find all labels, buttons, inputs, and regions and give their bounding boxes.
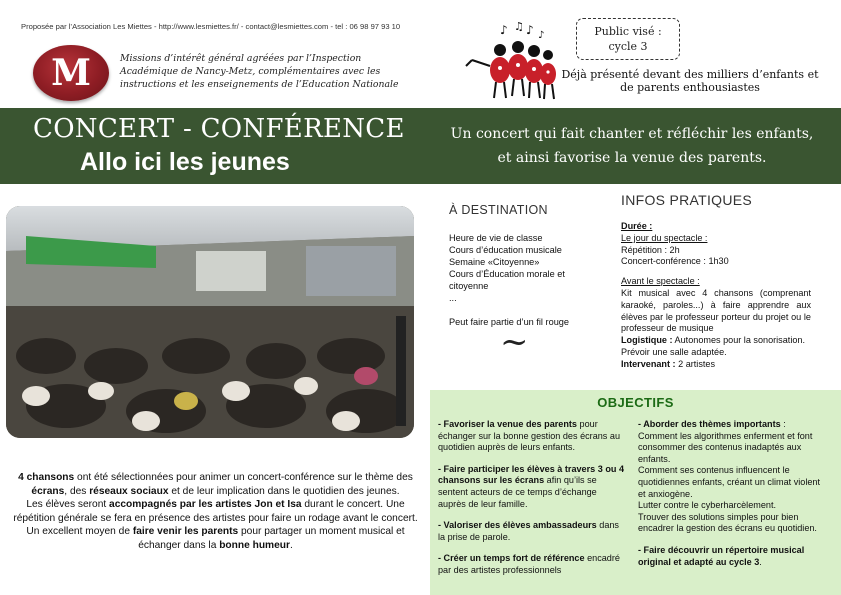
objectif-item xyxy=(438,553,626,576)
desc-artists: accompagnés par les artistes Jon et Isa xyxy=(109,499,302,510)
theme-line: Trouver des solutions simples pour bien encadrer la gestion des écrans eu quotidien. xyxy=(638,511,817,534)
description-paragraph-3 xyxy=(8,525,423,552)
concert-photo-illustration xyxy=(6,206,414,438)
tagline-line-2: et ainsi favorise la venue des parents. xyxy=(497,150,767,166)
infos-title: INFOS PRATIQUES xyxy=(621,192,753,208)
objectifs-left-column xyxy=(438,419,626,587)
objectif-text: encadré par des artistes professionnels xyxy=(438,553,620,575)
desc-text-6: Un excellent moyen de xyxy=(26,526,133,537)
destination-item: Cours d’Éducation morale et citoyenne xyxy=(449,269,565,291)
public-label: Public visé : xyxy=(594,25,662,38)
repertoire-line xyxy=(638,545,822,568)
missions-text: Missions d’intérêt général agréées par l’Inspection Académique de Nancy-Metz, complémentaires avec les instructions et les enseignements de l’Education Nationale xyxy=(120,53,399,90)
desc-text-5: durant le concert. Une répétition générale se fera en présence des artistes pour faire un rodage avant le concert. xyxy=(13,499,418,524)
repetition-value: Répétition : 2h xyxy=(621,244,680,255)
logistique-text: Autonomes pour la sonorisation. Prévoir une salle adaptée. xyxy=(621,335,805,357)
destination-item: Semaine «Citoyenne» xyxy=(449,257,540,267)
avant-text: Kit musical avec 4 chansons (comprenant karaoké, paroles...) à faire apprendre aux élèves par le professeur porteur du projet ou le professeur de musique xyxy=(621,287,811,334)
objectif-text: dans la prise de parole. xyxy=(438,520,619,542)
repertoire-tail: . xyxy=(759,556,762,567)
tagline xyxy=(436,122,828,170)
desc-text-2: , des xyxy=(64,485,90,497)
tagline-line-1: Un concert qui fait chanter et réfléchir les enfants, xyxy=(450,126,814,142)
destination-item: Cours d’éducation musicale xyxy=(449,245,562,255)
avant-label: Avant le spectacle : xyxy=(621,276,700,287)
objectif-head: - Valoriser des élèves ambassadeurs xyxy=(438,520,597,531)
contact-line: Proposée par l’Association Les Miettes - http://www.lesmiettes.fr/ - contact@lesmiettes.com - tel : 06 98 97 93 10 xyxy=(21,22,401,31)
themes-head-line xyxy=(638,419,822,431)
target-audience-box xyxy=(576,18,680,60)
objectif-item xyxy=(438,419,626,454)
svg-text:♪: ♪ xyxy=(500,23,508,37)
destination-note: Peut faire partie d’un fil rouge xyxy=(449,317,570,327)
objectif-head: - Faire participer les élèves à travers 3 ou 4 chansons sur les écrans xyxy=(438,463,625,486)
svg-text:♫: ♫ xyxy=(514,20,524,33)
objectif-item xyxy=(438,464,626,510)
desc-songs: 4 chansons xyxy=(18,472,75,483)
concert-photo xyxy=(6,206,414,438)
themes-head: - Aborder des thèmes importants xyxy=(638,419,781,429)
show-subtitle: Allo ici les jeunes xyxy=(80,148,290,176)
logo-letter: M xyxy=(51,52,91,94)
repertoire-head: - Faire découvrir un répertoire musical original et adapté au cycle 3 xyxy=(638,544,805,567)
desc-text-8: . xyxy=(289,539,293,551)
objectif-head: - Créer un temps fort de référence xyxy=(438,553,585,564)
objectifs-right-column xyxy=(638,419,822,568)
singers-illustration xyxy=(462,20,562,104)
duree-label: Durée : xyxy=(621,221,653,231)
description-paragraph-2 xyxy=(8,498,423,525)
desc-text-7: pour partager un moment musical et échanger dans la xyxy=(138,526,405,551)
objectif-item xyxy=(438,520,626,543)
logistique-label: Logistique : xyxy=(621,335,673,346)
infos-body xyxy=(621,221,811,371)
tilde-ornament: ~ xyxy=(500,322,529,362)
svg-text:♪: ♪ xyxy=(538,30,545,41)
svg-text:♪: ♪ xyxy=(526,23,534,37)
desc-text-1: ont été sélectionnées pour animer un concert-conférence sur le thème des xyxy=(74,472,413,483)
destination-title: À DESTINATION xyxy=(449,203,548,217)
already-presented-text: Déjà présenté devant des milliers d’enfants et de parents enthousiastes xyxy=(561,68,819,94)
destination-list xyxy=(449,232,599,328)
theme-line: Comment les algorithmes enferment et font consommer des contenus inadaptés aux enfants. xyxy=(638,430,813,464)
desc-text-4: Les élèves seront xyxy=(26,499,110,510)
concert-description xyxy=(8,471,423,552)
desc-social: réseaux sociaux xyxy=(89,485,169,497)
themes-head-tail: : xyxy=(780,419,786,429)
objectif-text: afin qu’ils se sentent acteurs de ce temps d’échange auprès de leur famille. xyxy=(438,475,597,509)
destination-item: ... xyxy=(449,293,457,303)
objectif-text: pour échanger sur la bonne gestion des écrans au quotidien auprès de leurs enfants. xyxy=(438,419,620,453)
objectif-head: - Favoriser la venue des parents xyxy=(438,419,577,429)
association-logo xyxy=(33,45,109,101)
description-paragraph-1 xyxy=(8,471,423,498)
theme-line: Comment ses contenus influencent le quotidiennes enfants, créant un climat violent et anxiogène. xyxy=(638,465,820,499)
main-title: CONCERT - CONFÉRENCE xyxy=(33,114,405,144)
destination-item: Heure de vie de classe xyxy=(449,233,543,243)
intervenant-text: 2 artistes xyxy=(675,358,715,369)
desc-screens: écrans xyxy=(31,485,65,497)
desc-parents: faire venir les parents xyxy=(132,526,239,537)
public-value: cycle 3 xyxy=(608,40,648,53)
objectifs-title: OBJECTIFS xyxy=(597,395,674,410)
concert-value: Concert-conférence : 1h30 xyxy=(621,256,729,267)
desc-humour: bonne humeur xyxy=(219,539,290,551)
logistique-line xyxy=(621,335,811,359)
desc-text-3: et de leur implication dans le quotidien des jeunes. xyxy=(168,485,400,497)
theme-line: Lutter contre le cyberharcèlement. xyxy=(638,500,776,511)
intervenant-label: Intervenant : xyxy=(621,358,676,369)
intervenant-line xyxy=(621,359,811,371)
jour-label: Le jour du spectacle : xyxy=(621,232,708,243)
